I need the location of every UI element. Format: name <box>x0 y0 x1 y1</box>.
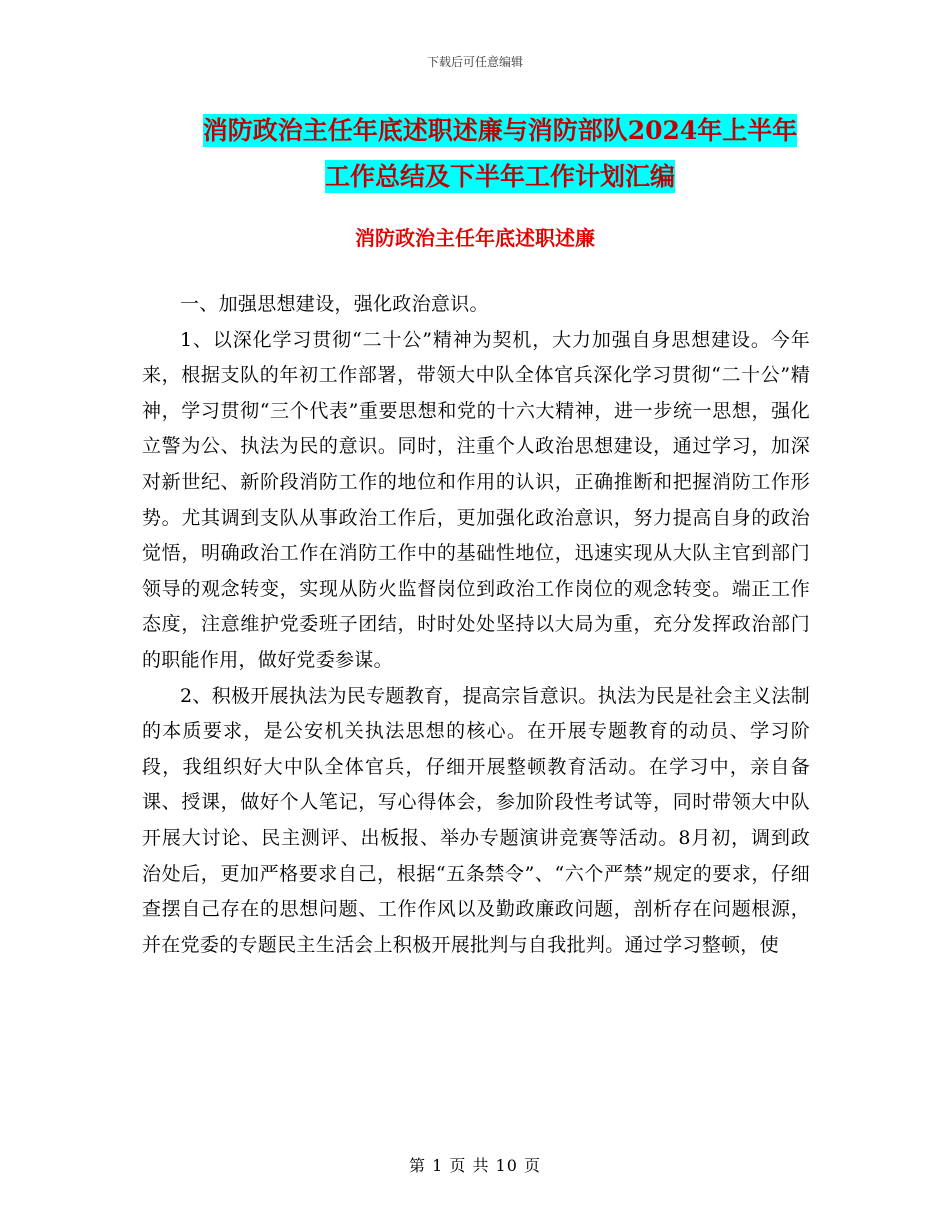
paragraph: 2、积极开展执法为民专题教育，提高宗旨意识。执法为民是社会主义法制的本质要求，是公安机关执法思想的核心。在开展专题教育的动员、学习阶段，我组织好大中队全体官兵，仔细开展整顿教育活动。在学习中，亲自备课、授课，做好个人笔记，写心得体会，参加阶段性考试等，同时带领大中队开展大讨论、民主测评、出板报、举办专题演讲竞赛等活动。8月初，调到政治处后，更加严格要求自己，根据“五条禁令”、“六个严禁”规定的要求，仔细查摆自己存在的思想问题、工作作风以及勤政廉政问题，剖析存在问题根源，并在党委的专题民主生活会上积极开展批判与自我批判。通过学习整顿，使 <box>142 684 810 956</box>
header-note: 下载后可任意编辑 <box>426 55 523 69</box>
paragraph: 1、以深化学习贯彻“二十公”精神为契机，大力加强自身思想建设。今年来，根据支队的年初工作部署，带领大中队全体官兵深化学习贯彻“二十公”精神，学习贯彻“三个代表”重要思想和党的十六大精神，进一步统一思想，强化立警为公、执法为民的意识。同时，注重个人政治思想建设，通过学习，加深对新世纪、新阶段消防工作的地位和作用的认识，正确推断和把握消防工作形势。尤其调到支队从事政治工作后，更加强化政治意识，努力提高自身的政治觉悟，明确政治工作在消防工作中的基础性地位，迅速实现从大队主官到部门领导的观念转变，实现从防火监督岗位到政治工作岗位的观念转变。端正工作态度，注意维护党委班子团结，时时处处坚持以大局为重，充分发挥政治部门的职能作用，做好党委参谋。 <box>142 328 810 671</box>
document-title <box>140 108 860 200</box>
document-title-line-1: 消防政治主任年底述职述廉与消防部队2024年上半年 <box>202 116 798 145</box>
document-title-line-2: 工作总结及下半年工作计划汇编 <box>324 162 675 191</box>
body-text <box>142 287 810 963</box>
section-title: 消防政治主任年底述职述廉 <box>355 226 595 250</box>
page-footer: 第 1 页 共 10 页 <box>409 1156 541 1175</box>
paragraph: 一、加强思想建设，强化政治意识。 <box>180 293 489 315</box>
